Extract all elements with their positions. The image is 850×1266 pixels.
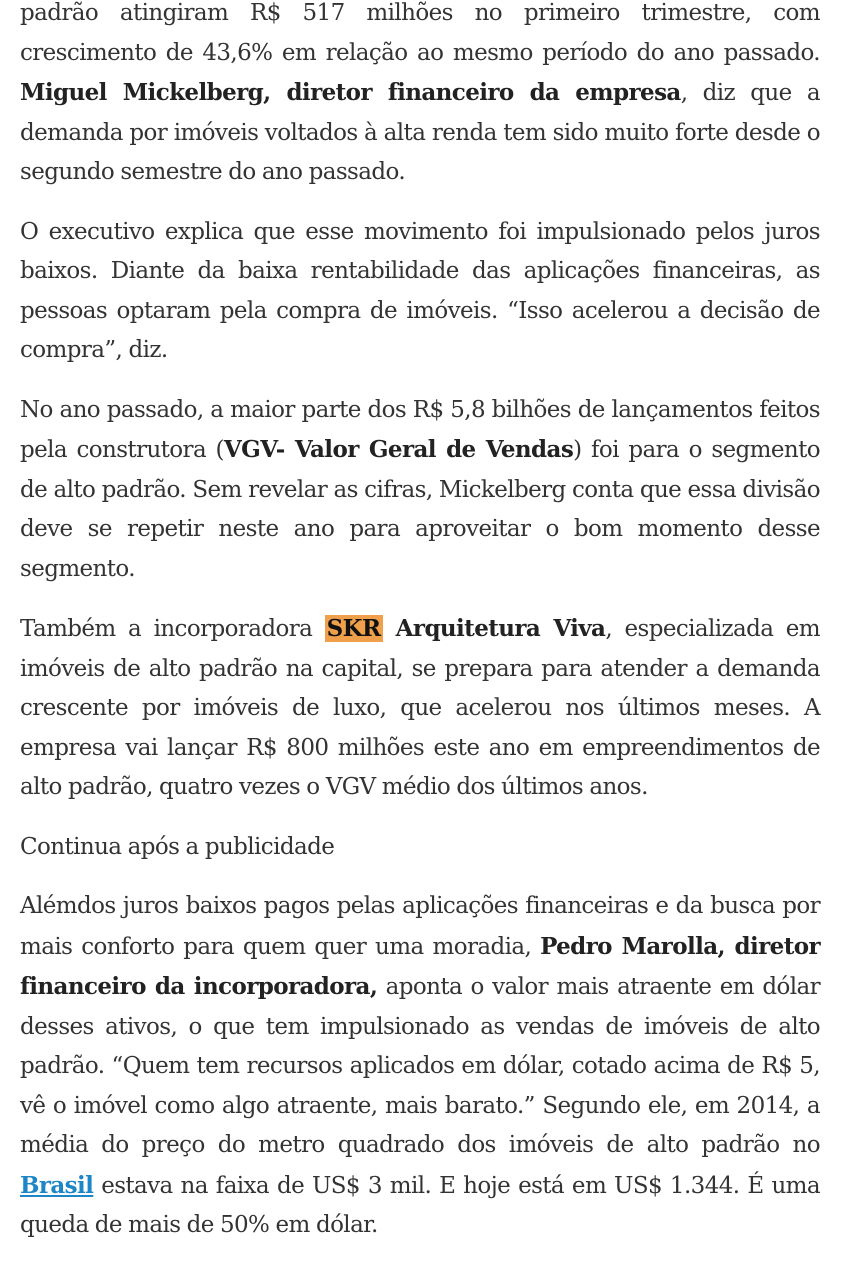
bold-name-mickelberg: Miguel Mickelberg, diretor financeiro da empresa: [20, 79, 681, 106]
paragraph-text: No ano passado, a maior parte dos R$ 5,8 bilhões de lançamentos feitos pela construtora (: [20, 396, 820, 463]
paragraph-text: , especializada em imóveis de alto padrão na capital, se prepara para atender a demanda crescente por imóveis de luxo, que acelerou nos últimos meses. A empresa vai lançar R$ 800 milhões este ano em empreendimentos de alto padrão, quatro vezes o VGV médio dos últimos anos.: [20, 616, 821, 800]
article-paragraph-2: [20, 213, 820, 371]
paragraph-text: ) foi para o segmento de alto padrão. Sem revelar as cifras, Mickelberg conta que essa divisão deve se repetir neste ano para aproveitar o bom momento desse segmento.: [20, 437, 820, 582]
paragraph-text: Alémdos juros baixos pagos pelas aplicações financeiras e da busca por mais conforto para quem quer uma moradia,: [20, 893, 820, 960]
bold-vgv-definition: VGV- Valor Geral de Vendas: [223, 436, 574, 463]
article-paragraph-4: [20, 609, 820, 808]
ad-continuation-note: Continua após a publicidade: [20, 833, 335, 860]
bold-name-marolla: Pedro Marolla, diretor financeiro da incorporadora,: [20, 932, 820, 1000]
brasil-link[interactable]: Brasil: [20, 1171, 94, 1199]
paragraph-text: estava na faixa de US$ 3 mil. E hoje está em US$ 1.344. É uma queda de mais de 50% em dólar.: [20, 1172, 820, 1238]
paragraph-text: aponta o valor mais atraente em dólar desses ativos, o que tem impulsionado as vendas de imóveis de alto padrão. “Quem tem recursos aplicados em dólar, cotado acima de R$ 5, vê o imóvel como algo atraente, mais barato.” Segundo ele, em 2014, a média do preço do metro quadrado dos imóveis de alto padrão no: [20, 974, 820, 1158]
paragraph-text: O executivo explica que esse movimento foi impulsionado pelos juros baixos. Diante da baixa rentabilidade das aplicações financeiras, as pessoas optaram pela compra de imóveis. “Isso acelerou a decisão de compra”, diz.: [20, 218, 820, 363]
article-paragraph-3: [20, 391, 820, 590]
search-highlight-skr: SKR: [326, 615, 381, 642]
article-body: [20, 0, 820, 1266]
paragraph-text: , diz que a demanda por imóveis voltados à alta renda tem sido muito forte desde o segundo semestre do ano passado.: [20, 80, 820, 185]
paragraph-text: Também a incorporadora: [20, 616, 325, 642]
article-paragraph-5: [20, 887, 820, 1246]
bold-company-name: Arquitetura Viva: [382, 615, 606, 642]
article-paragraph-1: [20, 0, 820, 193]
paragraph-text: padrão atingiram R$ 517 milhões no primeiro trimestre, com crescimento de 43,6% em relação ao mesmo período do ano passado.: [20, 0, 820, 66]
